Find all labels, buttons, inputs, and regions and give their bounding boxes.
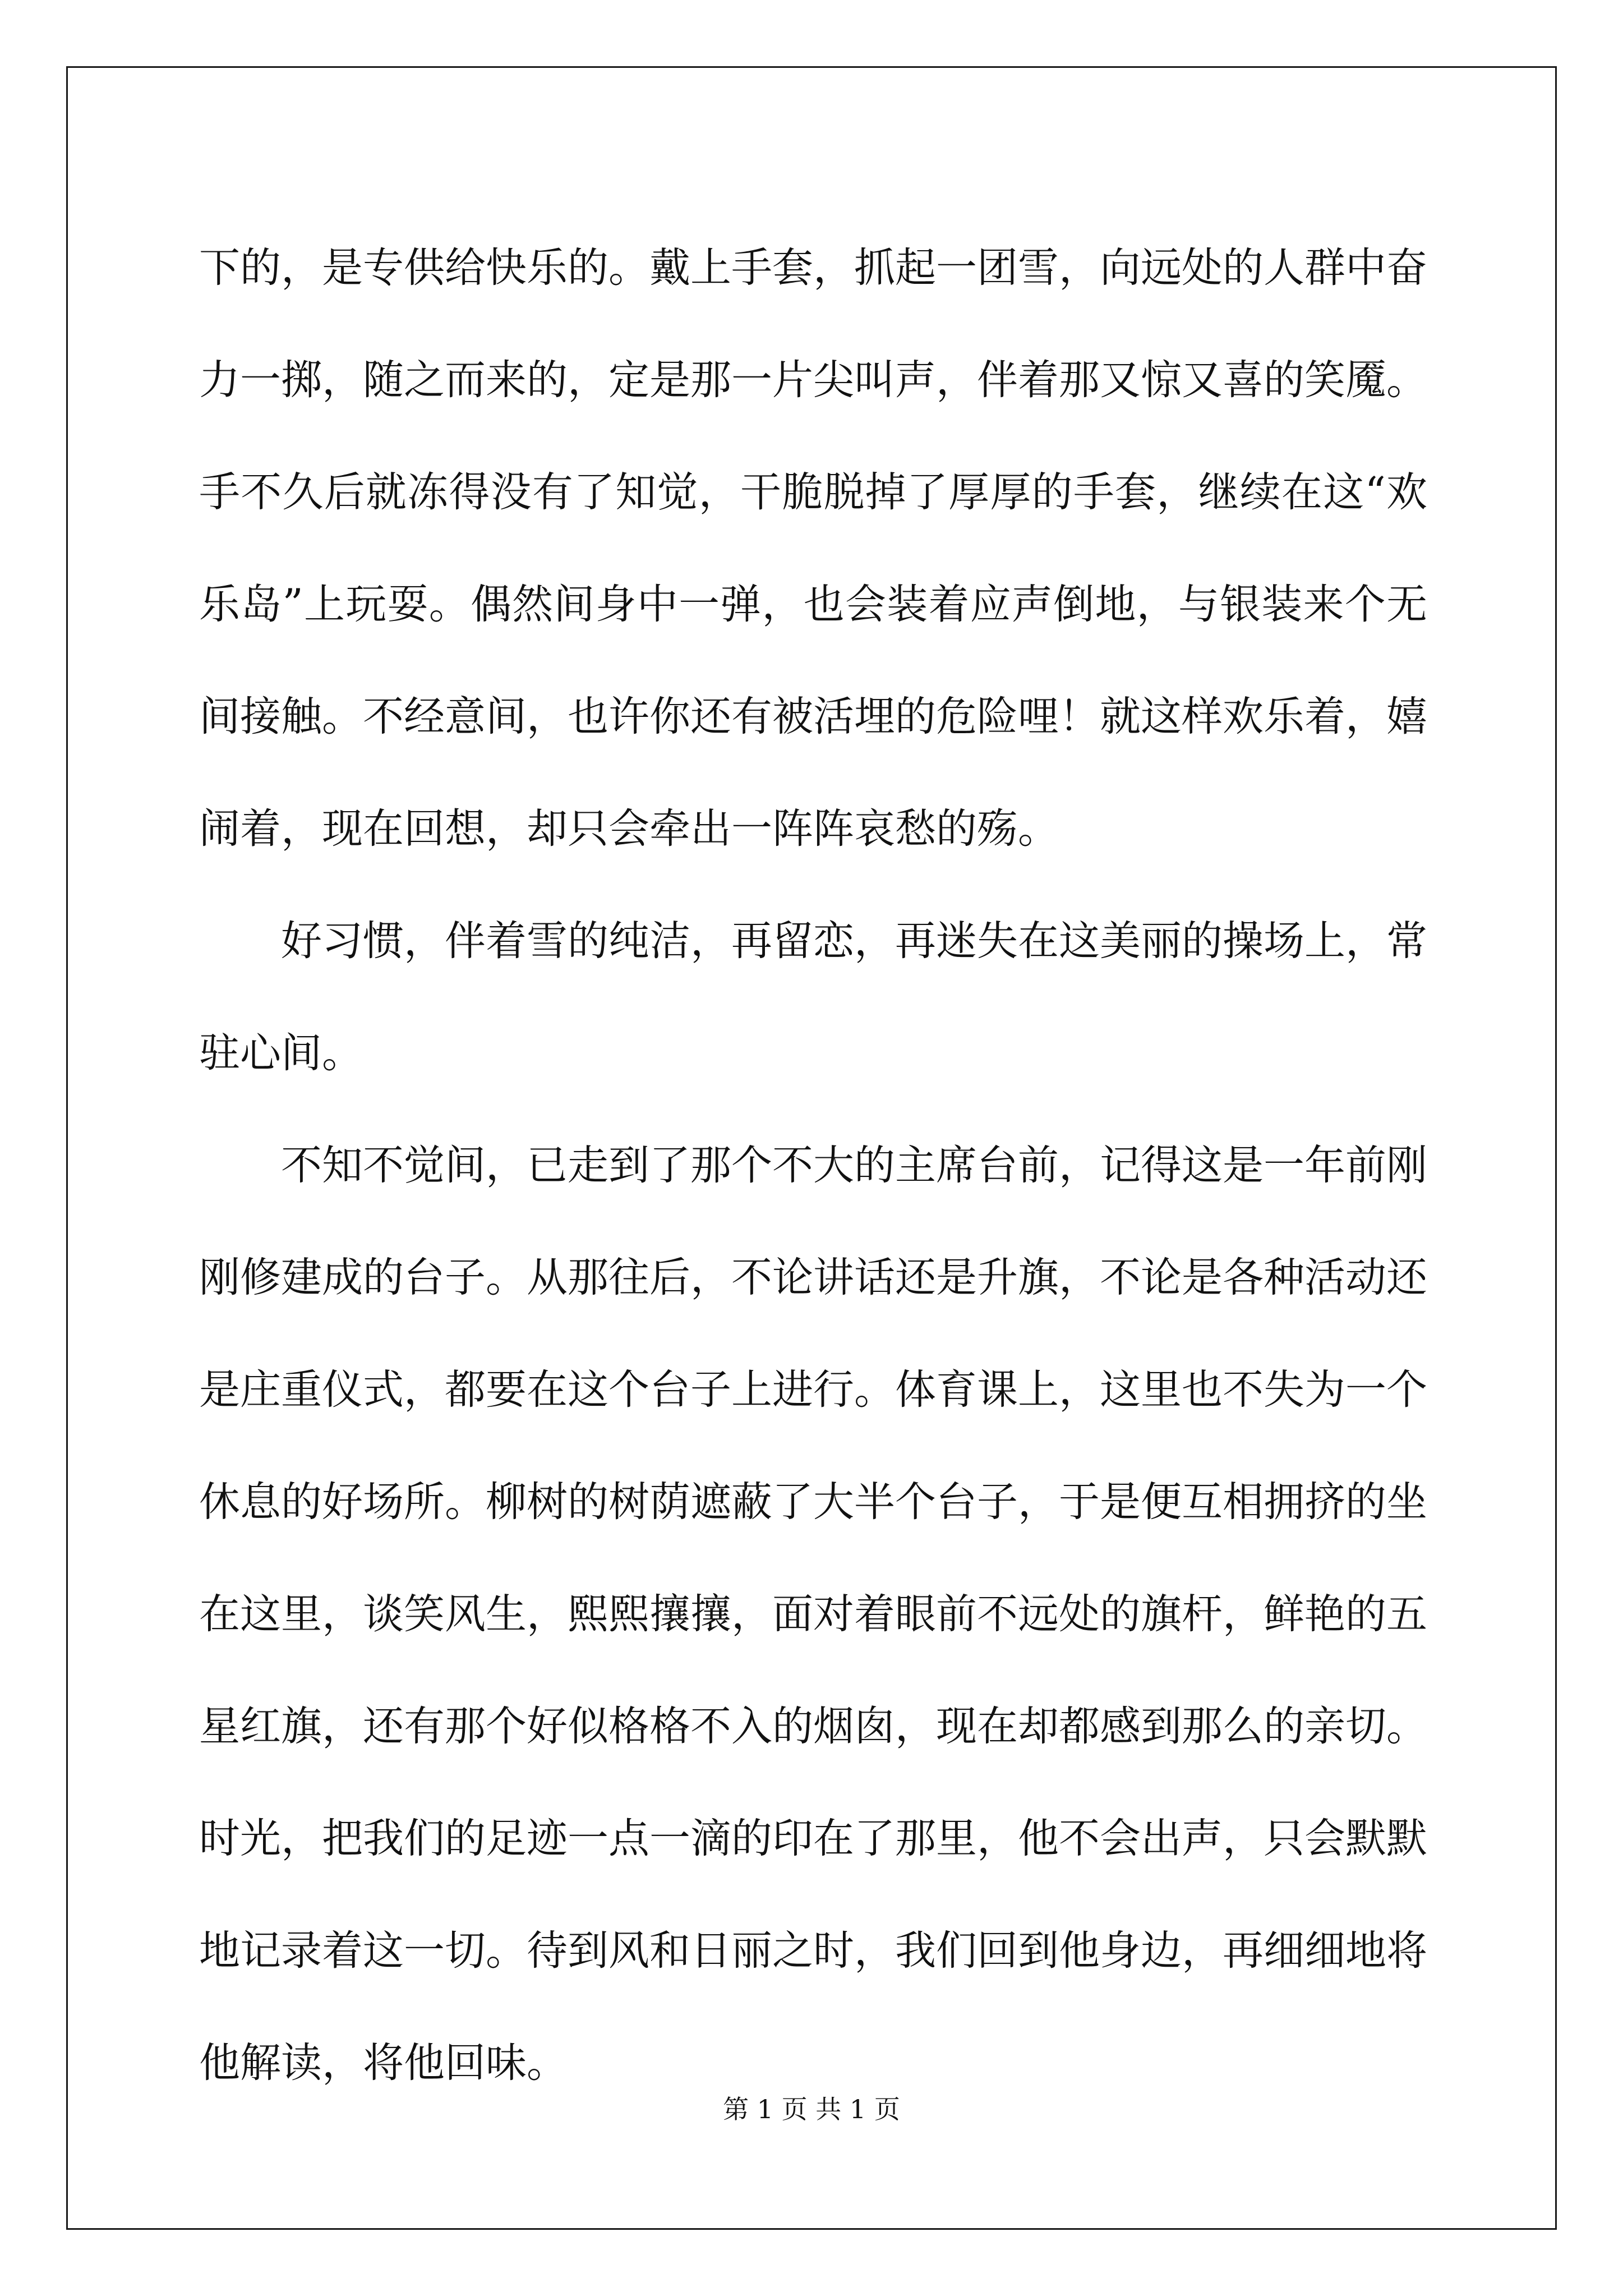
text-line: 乐岛”上玩耍。偶然间身中一弹，也会装着应声倒地，与银装来个无 — [199, 581, 1427, 628]
text-line: 间接触。不经意间，也许你还有被活埋的危险哩！就这样欢乐着，嬉 — [199, 693, 1427, 740]
text-line: 他解读，将他回味。 — [199, 2039, 568, 2087]
text-line: 下的，是专供给快乐的。戴上手套，抓起一团雪，向远处的人群中奋 — [199, 244, 1427, 292]
text-line: 是庄重仪式，都要在这个台子上进行。体育课上，这里也不失为一个 — [199, 1366, 1427, 1414]
text-line: 刚修建成的台子。从那往后，不论讲话还是升旗，不论是各种活动还 — [199, 1254, 1427, 1301]
text-line: 手不久后就冻得没有了知觉，干脆脱掉了厚厚的手套，继续在这“欢 — [199, 468, 1427, 516]
text-line: 地记录着这一切。待到风和日丽之时，我们回到他身边，再细细地将 — [199, 1927, 1427, 1975]
text-line: 休息的好场所。柳树的树荫遮蔽了大半个台子，于是便互相拥挤的坐 — [199, 1478, 1427, 1526]
text-line: 好习惯，伴着雪的纯洁，再留恋，再迷失在这美丽的操场上，常 — [281, 917, 1427, 965]
text-line: 不知不觉间，已走到了那个不大的主席台前，记得这是一年前刚 — [281, 1142, 1427, 1189]
document-body — [199, 212, 1427, 2119]
text-line: 星红旗，还有那个好似格格不入的烟囱，现在却都感到那么的亲切。 — [199, 1703, 1427, 1750]
text-line: 驻心间。 — [199, 1029, 363, 1077]
page-number-footer: 第 1 页 共 1 页 — [723, 2094, 900, 2124]
text-line: 力一掷，随之而来的，定是那一片尖叫声，伴着那又惊又喜的笑魇。 — [199, 356, 1427, 404]
text-line: 闹着，现在回想，却只会牵出一阵阵哀愁的殇。 — [199, 805, 1059, 853]
text-line: 时光，把我们的足迹一点一滴的印在了那里，他不会出声，只会默默 — [199, 1815, 1427, 1862]
text-line: 在这里，谈笑风生，熙熙攘攘，面对着眼前不远处的旗杆，鲜艳的五 — [199, 1590, 1427, 1638]
